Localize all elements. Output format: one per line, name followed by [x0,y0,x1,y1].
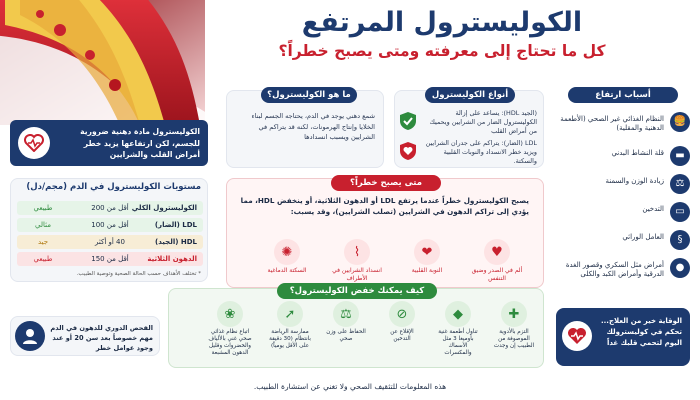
table-row [17,252,203,266]
what-is-text: شمع دهني يوجد في الدم، يحتاجه الجسم لبناء الخلايا وإنتاج الهرمونات، لكنه قد يتراكم في الشرايين ويسبب انسدادها [251,112,375,141]
cause-item [556,174,690,196]
leg-artery-icon: ⌇ [344,239,370,265]
tip-item [205,301,255,357]
level-name: الكوليسترول الكلي [131,204,197,212]
level-status: طبيعي [33,204,53,212]
page-title: الكوليسترول المرتفع [301,7,583,38]
check-card [10,316,160,356]
tip-item [437,301,479,357]
footer-disclaimer: هذه المعلومات للتثقيف الصحي ولا تغني عن استشارة الطبيب. [253,382,447,391]
risk-item [329,239,385,283]
table-row [17,201,203,215]
shield-check-icon [399,111,417,131]
organ-icon: ● [670,258,690,278]
cause-item [556,258,690,290]
scale-icon: ⚖ [670,174,690,194]
tip-label: ممارسة الرياضة بانتظام (30 دقيقة على الأقل يومياً) [269,329,311,349]
tip-item [493,301,535,350]
cause-label: زيادة الوزن والسمنة [605,177,664,185]
risk-label: النوبة القلبية [411,267,443,274]
reduce-title: كيف يمكنك خفض الكوليسترول؟ [277,283,437,299]
causes-title: أسباب ارتفاع الكوليسترول [568,87,678,103]
heart-pulse-icon [18,127,50,159]
tip-label: الإقلاع عن التدخين [390,329,414,342]
cause-label: العامل الوراثي [622,233,664,241]
risk-label: السكتة الدماغية [267,267,307,274]
type-bad-text: LDL (الضار): يتراكم على جدران الشرايين ويزيد خطر الانسداد والنوبات القلبية والسكتة. [425,139,537,165]
cause-label: أمراض مثل السكري وقصور الغدة الدرقية وأمراض الكبد والكلى [565,261,664,278]
level-range: أقل من 100 [91,221,129,229]
cause-item [556,112,690,134]
heart-icon: ❤ [414,239,440,265]
type-bad [399,139,537,165]
prevention-text: الوقاية خير من العلاج... تحكم في كوليسترولك اليوم لتحمي قلبك غداً [600,317,682,347]
prevention-box [556,308,690,366]
vegetables-icon: ❀ [217,301,243,327]
table-row [17,218,203,232]
tip-label: تناول أطعمة غنية بأوميغا 3 مثل الأسماك والمكسرات [438,329,478,356]
table-row [17,235,203,249]
level-name: LDL (الضار) [154,221,197,229]
risk-item [469,239,525,283]
tip-label: الحفاظ على وزن صحي [326,329,366,342]
level-range: أقل من 200 [91,204,129,212]
types-title: أنواع الكوليسترول [425,87,515,103]
cause-label: قلة النشاط البدني [611,149,664,157]
tip-item [325,301,367,343]
danger-title: متى يصبح خطراً؟ [331,175,441,191]
tip-label: اتباع نظام غذائي صحي غني بالألياف والخضروات وقليل الدهون المشبعة [208,329,252,356]
running-icon: ➚ [277,301,303,327]
no-smoking-icon: ⊘ [389,301,415,327]
level-range: 40 أو أكثر [95,238,125,246]
shield-heart-icon [399,141,417,161]
level-status: طبيعي [33,255,53,263]
definition-box [10,120,208,166]
levels-note: * تختلف الأهداف حسب الحالة الصحية وتوصية الطبيب. [76,271,201,277]
page-subtitle: كل ما تحتاج إلى معرفته ومتى يصبح خطراً؟ [278,42,606,60]
burger-icon: 🍔 [670,112,690,132]
tip-label: التزم بالأدوية الموصوفة من الطبيب إن وجدت [493,329,535,349]
danger-card [226,178,544,288]
what-is-title: ما هو الكوليسترول؟ [261,87,357,103]
dna-icon: § [670,230,690,250]
artery-illustration [0,0,205,125]
types-card [394,90,544,168]
fish-icon: ◆ [445,301,471,327]
cause-label: التدخين [642,205,664,213]
levels-table [10,178,208,282]
cause-item [556,202,690,224]
check-text: الفحص الدوري للدهون في الدم مهم خصوصاً بعد سن 20 أو عند وجود عوامل خطر [50,324,153,352]
cause-item [556,146,690,168]
danger-text: يصبح الكوليسترول خطراً عندما يرتفع LDL أو الدهون الثلاثية، أو ينخفض HDL، مما يؤدي إلى تراكم الدهون في الشرايين (تصلب الشرايين)، وقد يسبب: [240,196,529,216]
couch-icon: ▬ [670,146,690,166]
pill-icon: ✚ [501,301,527,327]
levels-title: مستويات الكوليسترول في الدم (مجم/دل) [26,182,201,192]
risk-item [259,239,315,283]
level-name: HDL (الجيد) [155,238,197,246]
tip-item [381,301,423,343]
doctor-icon [15,321,45,351]
level-name: الدهون الثلاثية [147,255,197,263]
brain-icon: ✺ [274,239,300,265]
reduce-card [168,288,544,368]
tip-item [269,301,311,350]
weight-scale-icon: ⚖ [333,301,359,327]
type-good [399,109,537,135]
type-good-text: (الجيد HDL): يساعد على إزالة الكوليسترول الضار من الشرايين ويحميك من أمراض القلب [429,109,537,135]
causes-card [556,90,690,300]
definition-text: الكوليسترول مادة دهنية ضرورية للجسم، لكن ارتفاعها يزيد خطر أمراض القلب والشرايين [80,127,200,159]
level-status: جيد [37,238,49,246]
cigarette-icon: ▭ [670,202,690,222]
level-status: مثالي [35,221,51,229]
level-range: أقل من 150 [91,255,129,263]
heart-pulse-icon [562,321,592,351]
risk-label: انسداد الشرايين في الأطراف [332,267,382,282]
chest-pain-icon: ♥ [484,239,510,265]
risk-label: ألم في الصدر وضيق التنفس [471,267,523,282]
what-is-card [226,90,384,168]
cause-item [556,230,690,252]
risk-item [399,239,455,283]
cause-label: النظام الغذائي غير الصحي (الأطعمة الدهنية والمقلية) [560,115,664,132]
